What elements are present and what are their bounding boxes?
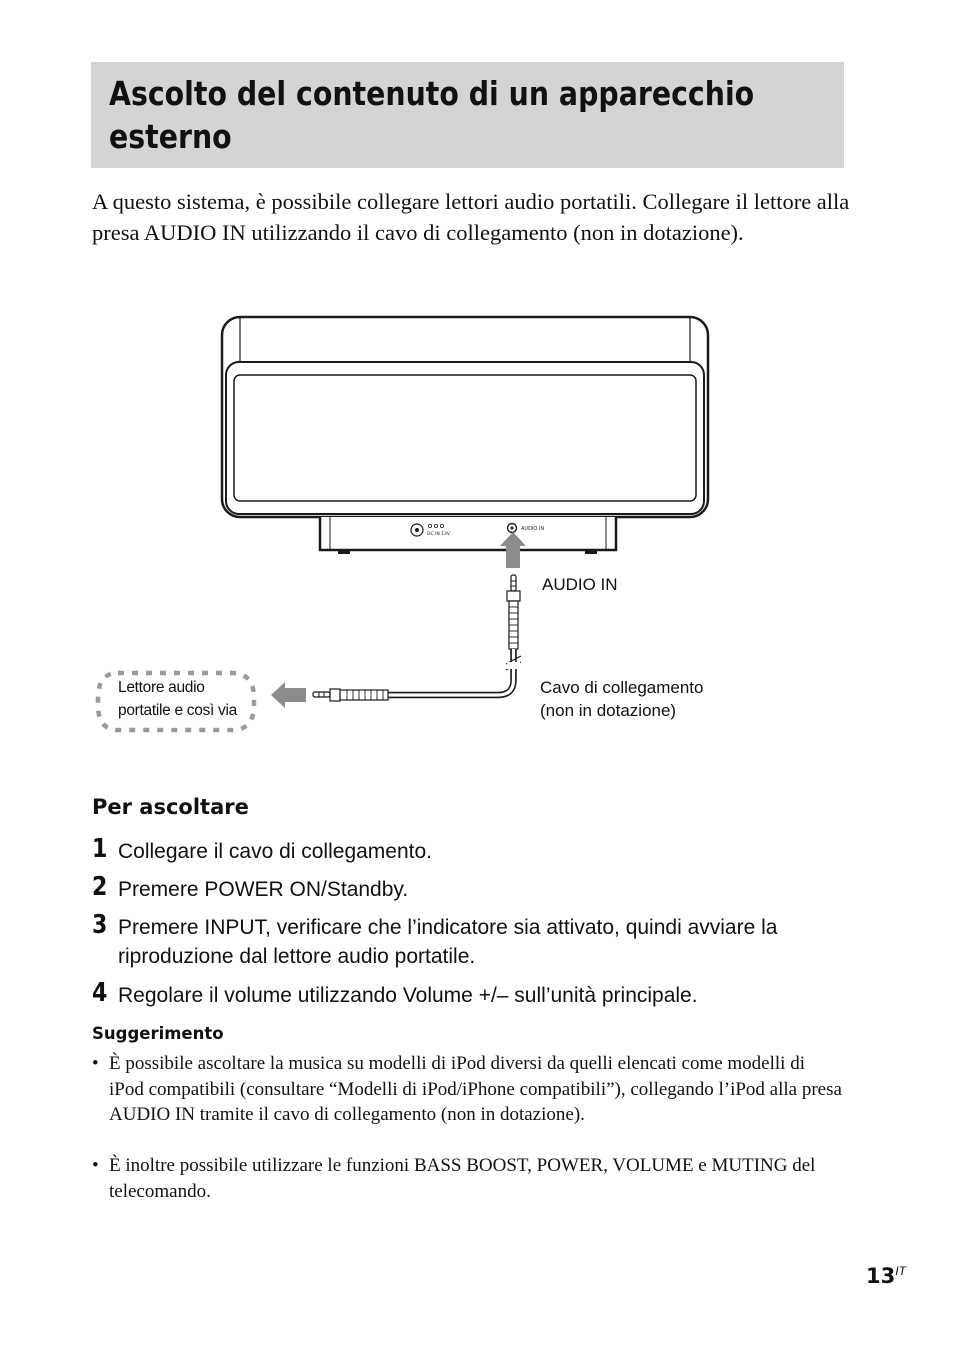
step-number: 4 [92, 978, 108, 1008]
section-title: Per ascoltare [92, 795, 249, 819]
step-text: Premere INPUT, verificare che l’indicatore sia attivato, quindi avviare la riproduzione dal lettore audio portatile. [118, 916, 778, 968]
step-text: Collegare il cavo di collegamento. [118, 840, 433, 863]
page-number-value: 13 [866, 1264, 896, 1288]
dc-in-label: DC IN 13V [427, 532, 450, 537]
intro-paragraph: A questo sistema, è possibile collegare lettori audio portatili. Collegare il lettore alla presa AUDIO IN utilizzando il cavo di collegamento (non in dotazione). [92, 189, 850, 245]
connection-cable [388, 649, 521, 695]
rear-panel [320, 517, 616, 554]
tip-text: È inoltre possibile utilizzare le funzioni BASS BOOST, POWER, VOLUME e MUTING del telecomando. [109, 1155, 816, 1202]
bullet: • [92, 1053, 99, 1074]
bullet: • [92, 1155, 99, 1176]
speaker-unit [222, 317, 708, 517]
audio-in-callout: AUDIO IN [542, 575, 618, 594]
step-text: Regolare il volume utilizzando Volume +/– sull’unità principale. [118, 984, 698, 1007]
cable-label-line-2: (non in dotazione) [540, 701, 677, 720]
step-number: 2 [92, 872, 108, 902]
player-label-line-2: portatile e così via [118, 702, 237, 719]
tip-text: È possibile ascoltare la musica su modelli di iPod diversi da quelli elencati come modelli di iPod compatibili (consultare “Modelli di iPod/iPhone compatibili”), collegando l’iPod alla presa AUDIO IN tramite il cavo di collegamento (non in dotazione). [109, 1053, 842, 1125]
step-text: Premere POWER ON/Standby. [118, 878, 409, 901]
step-number: 3 [92, 910, 108, 940]
page-number [866, 1264, 906, 1288]
cable-label-line-1: Cavo di collegamento [540, 678, 704, 697]
page-title-line-2: esterno [109, 117, 232, 156]
player-label-line-1: Lettore audio [118, 679, 205, 696]
audio-in-port-label: AUDIO IN [521, 526, 545, 532]
vertical-plug [507, 575, 520, 649]
horizontal-plug [313, 689, 388, 701]
tip-title: Suggerimento [92, 1024, 224, 1043]
page-language-suffix: IT [895, 1264, 906, 1278]
step-number: 1 [92, 834, 108, 864]
page-title-line-1: Ascolto del contenuto di un apparecchio [109, 74, 755, 113]
insert-arrow-left [271, 682, 306, 708]
